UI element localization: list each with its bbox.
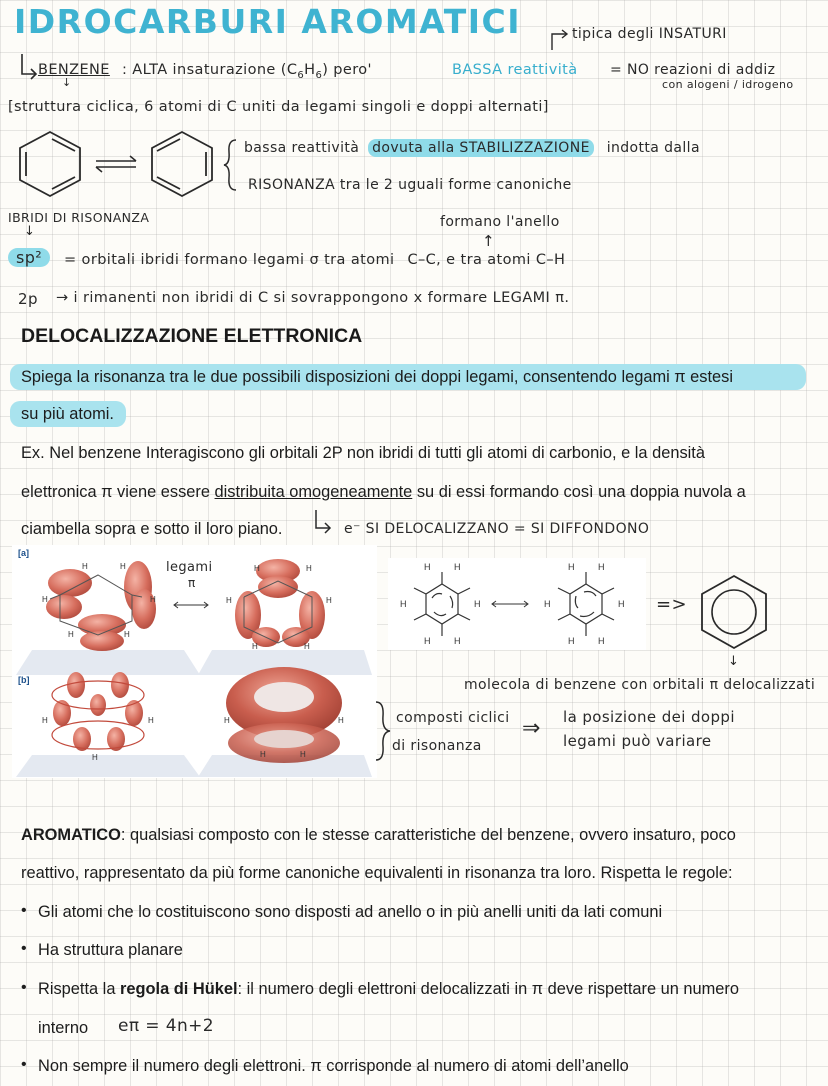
- halogens-note: con alogeni / idrogeno: [662, 78, 794, 91]
- 2p-description: → i rimanenti non ibridi di C si sovrappongono x formare LEGAMI π.: [56, 290, 570, 306]
- rule-ring: Gli atomi che lo costituiscono sono disposti ad anello o in più anelli uniti da lati comuni: [38, 903, 663, 921]
- svg-text:H: H: [598, 636, 605, 646]
- bullet-dot: •: [21, 1056, 27, 1073]
- benzene-insaturation: : ALTA insaturazione $(C_6H_6)$ pero': [122, 62, 372, 81]
- benzene-arrow-icon: ↓: [62, 76, 72, 89]
- svg-text:H: H: [568, 636, 575, 646]
- benzene-caption: molecola di benzene con orbitali π delocalizzati: [464, 677, 816, 693]
- svg-text:H: H: [568, 562, 575, 572]
- implies-arrow-icon: ⇒: [522, 716, 541, 741]
- svg-text:H: H: [124, 630, 130, 639]
- hook-arrow-icon: [18, 52, 38, 82]
- svg-text:H: H: [148, 716, 154, 725]
- benzene-label: BENZENE: [38, 62, 110, 78]
- resonance-line-1: bassa reattività dovuta alla STABILIZZAZIONE indotta dalla: [244, 140, 700, 156]
- implies-arrow-icon: =>: [656, 594, 687, 615]
- ring-note: formano l'anello: [440, 214, 560, 230]
- sp2-label: sp²: [8, 248, 50, 267]
- aromatic-definition-1: AROMATICO: qualsiasi composto con le stesse caratteristiche del benzene, ovvero insaturo, poco: [21, 826, 736, 844]
- position-note-2: legami può variare: [563, 732, 712, 750]
- example-line-2: elettronica π viene essere distribuita omogeneamente su di essi formando così una doppia nuvola a: [21, 483, 746, 501]
- pi-bonds-label: legami: [166, 560, 213, 575]
- benzene-resonance-drawing: [12, 128, 222, 200]
- svg-text:H: H: [474, 599, 481, 609]
- svg-text:H: H: [598, 562, 605, 572]
- pi-bonds-symbol: π: [188, 576, 196, 590]
- svg-text:H: H: [68, 630, 74, 639]
- svg-text:H: H: [254, 564, 260, 573]
- svg-text:H: H: [82, 562, 88, 571]
- delocalization-definition: Spiega la risonanza tra le due possibili disposizioni dei doppi legami, consentendo legami π estesi: [21, 368, 733, 386]
- figure-label-a: [a]: [18, 548, 29, 558]
- svg-text:H: H: [454, 636, 461, 646]
- rule-huckel: Rispetta la regola di Hükel: il numero degli elettroni delocalizzati in π deve rispettare un numero: [38, 980, 739, 998]
- aromatic-definition-2: reattivo, rappresentato da più forme canoniche equivalenti in risonanza tra loro. Rispetta le regole:: [21, 864, 733, 882]
- svg-text:H: H: [400, 599, 407, 609]
- svg-text:H: H: [338, 716, 344, 725]
- svg-text:H: H: [306, 564, 312, 573]
- bullet-dot: •: [21, 940, 27, 957]
- svg-text:H: H: [42, 595, 48, 604]
- svg-text:H: H: [454, 562, 461, 572]
- up-arrow-icon: ↑: [482, 232, 495, 250]
- note-typical-unsaturated: tipica degli INSATURI: [572, 26, 727, 42]
- structure-note: [struttura ciclica, 6 atomi di C uniti da legami singoli e doppi alternati]: [8, 99, 549, 115]
- svg-text:H: H: [300, 750, 306, 759]
- figure-label-b: [b]: [18, 675, 30, 685]
- delocalization-definition-end: su più atomi.: [21, 405, 114, 423]
- rule-planar: Ha struttura planare: [38, 941, 183, 959]
- resonance-compounds-note: di risonanza: [392, 738, 482, 754]
- example-line-1: Ex. Nel benzene Interagiscono gli orbitali 2P non ibridi di tutti gli atomi di carbonio, e la densità: [21, 444, 705, 462]
- resonance-line-2: RISONANZA tra le 2 uguali forme canoniche: [248, 177, 572, 193]
- down-arrow-icon: ↓: [24, 224, 36, 239]
- svg-text:H: H: [120, 562, 126, 571]
- down-arrow-icon: ↓: [728, 654, 740, 669]
- svg-text:H: H: [226, 596, 232, 605]
- svg-text:H: H: [544, 599, 551, 609]
- rule-huckel-cont: interno: [38, 1019, 89, 1037]
- sp2-description: = orbitali ibridi formano legami σ tra atomi C–C, e tra atomi C–H: [64, 252, 566, 268]
- svg-text:H: H: [224, 716, 230, 725]
- bullet-dot: •: [21, 979, 27, 996]
- brace-icon: [222, 138, 238, 192]
- brace-icon: [374, 700, 392, 762]
- example-line-3: ciambella sopra e sotto il loro piano.: [21, 520, 283, 538]
- note-arrow-icon: [548, 28, 570, 50]
- hook-arrow-icon: [312, 508, 332, 536]
- bullet-dot: •: [21, 902, 27, 919]
- svg-text:H: H: [260, 750, 266, 759]
- svg-text:H: H: [150, 595, 156, 604]
- position-note-1: la posizione dei doppi: [563, 708, 735, 726]
- electrons-delocalize-note: e⁻ SI DELOCALIZZANO = SI DIFFONDONO: [344, 521, 650, 537]
- hybrids-label: IBRIDI DI RISONANZA: [8, 210, 150, 225]
- page-title: IDROCARBURI AROMATICI: [14, 2, 522, 41]
- svg-text:H: H: [42, 716, 48, 725]
- benzene-circle-drawing: [698, 572, 770, 652]
- low-reactivity: BASSA reattività: [452, 62, 578, 78]
- svg-text:H: H: [252, 642, 258, 651]
- resonance-structures-diagram: [388, 558, 646, 650]
- svg-text:H: H: [326, 596, 332, 605]
- rule-electron-count: Non sempre il numero degli elettroni. π corrisponde al numero di atomi dell’anello: [38, 1057, 629, 1075]
- svg-text:H: H: [424, 636, 431, 646]
- svg-text:H: H: [424, 562, 431, 572]
- svg-text:H: H: [618, 599, 625, 609]
- 2p-label: 2p: [18, 290, 38, 308]
- svg-text:H: H: [92, 753, 98, 762]
- huckel-formula: eπ = 4n+2: [118, 1016, 214, 1036]
- section-heading-delocalization: DELOCALIZZAZIONE ELETTRONICA: [21, 325, 363, 347]
- cyclic-compounds-note: composti ciclici: [396, 710, 510, 726]
- svg-text:H: H: [304, 642, 310, 651]
- no-addition-reactions: = NO reazioni di addiz: [610, 62, 776, 78]
